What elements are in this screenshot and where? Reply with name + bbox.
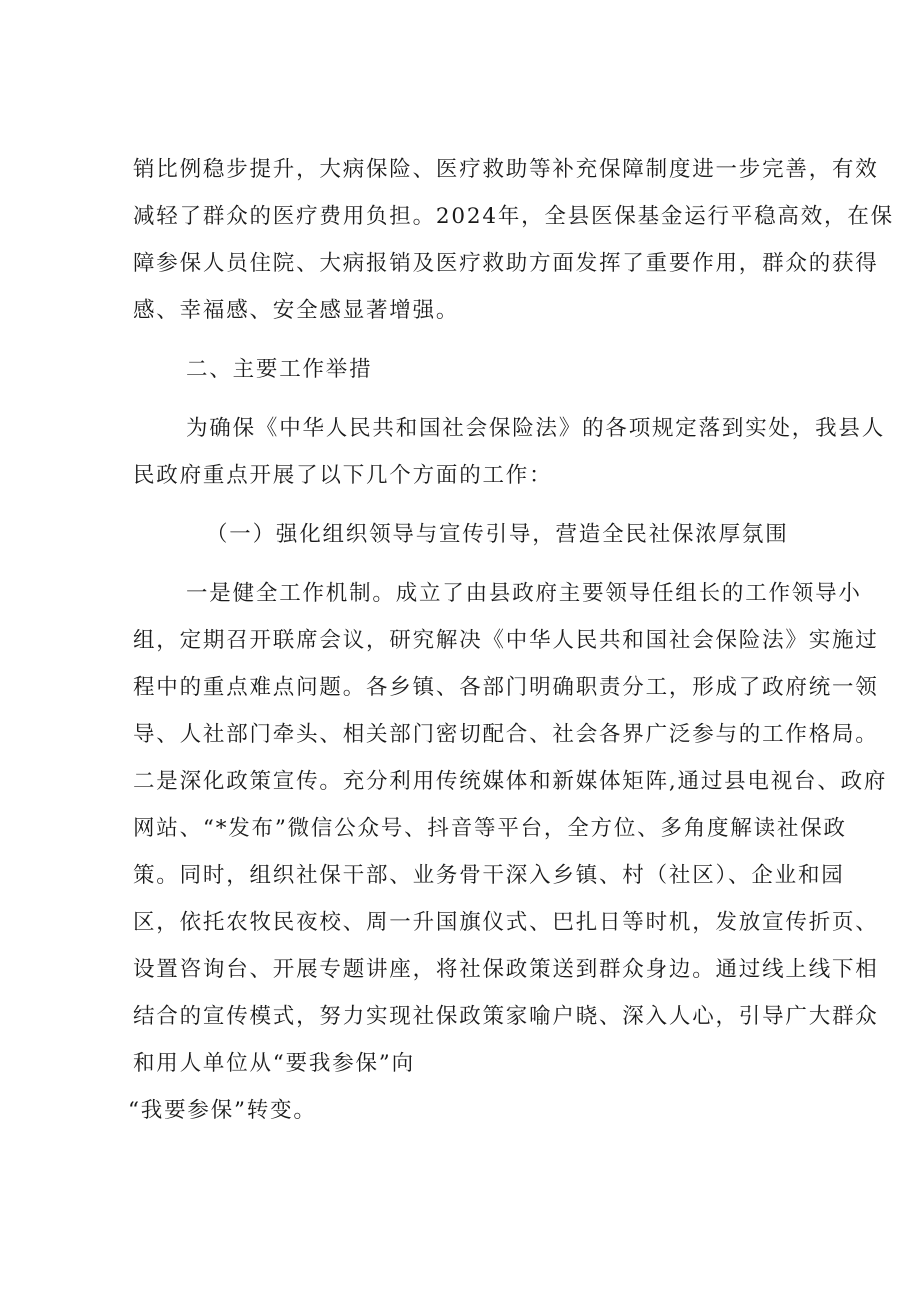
text-line: 为确保《中华人民共和国社会保险法》的各项规定落到实处，我县人: [186, 416, 886, 441]
text-line: 网站、“*发布”微信公众号、抖音等平台，全方位、多角度解读社保政: [133, 816, 847, 841]
text-line: 二是深化政策宣传。充分利用传统媒体和新媒体矩阵,通过县电视台、政府: [133, 769, 888, 794]
text-line: 组，定期召开联席会议，研究解决《中华人民共和国社会保险法》实施过: [133, 628, 879, 653]
subsection-heading: （一）强化组织领导与宣传引导，营造全民社保浓厚氛围: [206, 522, 789, 547]
text-line: 设置咨询台、开展专题讲座，将社保政策送到群众身边。通过线上线下相: [133, 957, 879, 982]
text-line: 障参保人员住院、大病报销及医疗救助方面发挥了重要作用，群众的获得: [133, 251, 879, 276]
text-line: 民政府重点开展了以下几个方面的工作：: [133, 463, 553, 488]
text-line: 感、幸福感、安全感显著增强。: [133, 298, 460, 323]
text-line: “我要参保”转变。: [128, 1098, 317, 1123]
section-heading: 二、主要工作举措: [186, 357, 373, 382]
text-line: 减轻了群众的医疗费用负担。2024年，全县医保基金运行平稳高效，在保: [133, 204, 894, 229]
text-line: 程中的重点难点问题。各乡镇、各部门明确职责分工，形成了政府统一领: [133, 675, 879, 700]
text-line: 一是健全工作机制。成立了由县政府主要领导任组长的工作领导小: [186, 581, 862, 606]
text-line: 区，依托农牧民夜校、周一升国旗仪式、巴扎日等时机，发放宣传折页、: [133, 910, 879, 935]
text-line: 结合的宣传模式，努力实现社保政策家喻户晓、深入人心，引导广大群众: [133, 1004, 879, 1029]
text-line: 导、人社部门牵头、相关部门密切配合、社会各界广泛参与的工作格局。: [133, 722, 879, 747]
text-line: 销比例稳步提升，大病保险、医疗救助等补充保障制度进一步完善，有效: [133, 157, 879, 182]
text-line: 策。同时，组织社保干部、业务骨干深入乡镇、村（社区）、企业和园: [133, 863, 845, 888]
text-line: 和用人单位从“要我参保”向: [133, 1051, 415, 1076]
